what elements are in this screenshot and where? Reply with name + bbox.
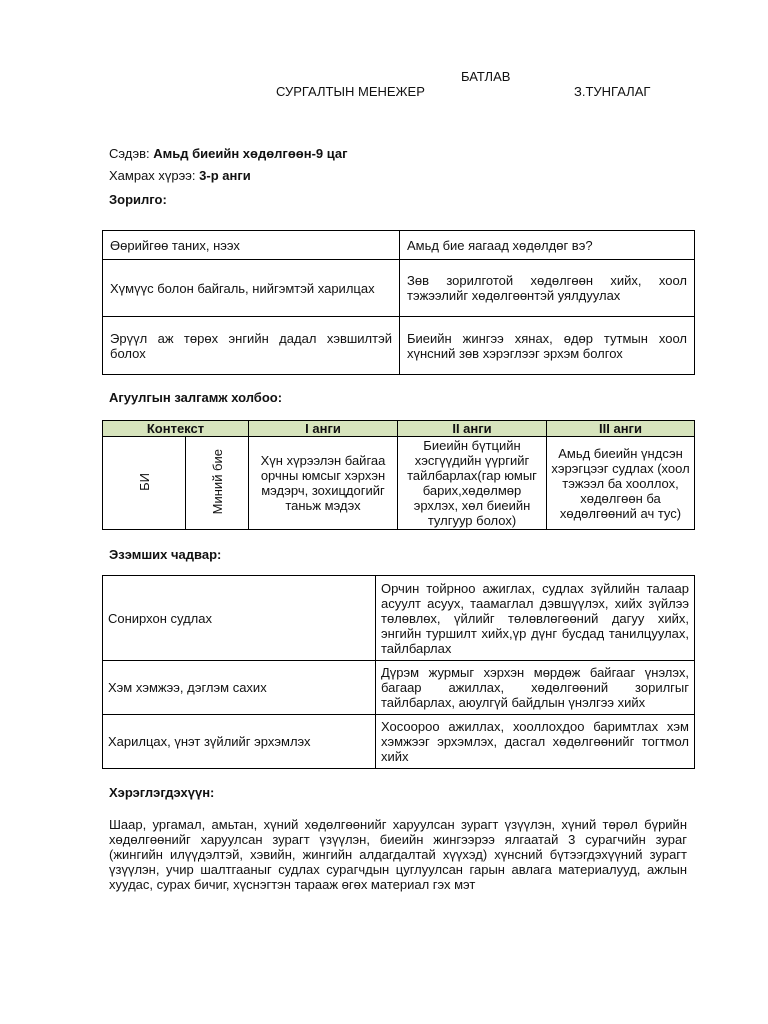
table-cell: Хэм хэмжээ, дэглэм сахих: [103, 661, 376, 715]
goals-table: [102, 230, 695, 375]
continuity-table: [102, 420, 695, 530]
continuity-heading: Агуулгын залгамж холбоо:: [109, 390, 283, 405]
context-sub: Миний бие: [209, 448, 225, 515]
table-header-row: [103, 421, 695, 437]
skills-heading: Эзэмших чадвар:: [109, 547, 222, 562]
table-row: [103, 715, 695, 769]
materials-heading: Хэрэглэгдэхүүн:: [109, 785, 215, 800]
table-cell: Амьд биеийн үндсэн хэрэгцээг судлах (хоол тэжээл ба хооллох, хөдөлгөөн ба хөдөлгөөний ач тус): [547, 437, 695, 530]
scope-line: [109, 168, 251, 183]
context-main-cell: [103, 437, 186, 530]
table-cell: Зөв зорилготой хөдөлгөөн хийх, хоол тэжээлийг хөдөлгөөнтэй уялдуулах: [400, 260, 695, 317]
materials-text: Шаар, ургамал, амьтан, хүний хөдөлгөөнийг харуулсан зурагт үзүүлэн, хүний төрөл бүрийн хөдөлгөөнийг харуулсан зурагт үзүүлэн, биеийн жингээрээ ялгаатай 3 сурагчийн зураг (жингийн илүүдэлтэй, хэвийн, жингийн алдагдалтай хүүхэд) хүнсний бүтээгдэхүүний зурагт үзүүлэн, учир шалтгааныг судлах сурагчдын цуглуулсан гарын авлага материалууд, ажлын хуудас, сурах бичиг, хүснэгтэн тарааж өгөх материал гэх мэт: [109, 817, 687, 892]
table-cell: Эрүүл аж төрөх энгийн дадал хэвшилтэй болох: [103, 317, 400, 375]
table-cell: Дүрэм журмыг хэрхэн мөрдөж байгааг үнэлэх, багаар ажиллах, хөдөлгөөний зорилгыг тайлбарлах, аюулгүй байдлын үнэлгээ хийх: [376, 661, 695, 715]
table-row: [103, 576, 695, 661]
table-cell: Биеийн бүтцийн хэсгүүдийн үүргийг тайлбарлах(гар юмыг барих,хөдөлмөр эрхлэх, хөл биеийн тулгуур болох): [398, 437, 547, 530]
table-cell: Харилцах, үнэт зүйлийг эрхэмлэх: [103, 715, 376, 769]
header-grade-2: II анги: [398, 421, 547, 437]
manager-name: З.ТУНГАЛАГ: [574, 84, 651, 99]
table-cell: Амьд бие яагаад хөдөлдөг вэ?: [400, 231, 695, 260]
header-grade-1: I анги: [249, 421, 398, 437]
table-cell: Биеийн жингээ хянах, өдөр тутмын хоол хүнсний зөв хэрэглээг эрхэм болгох: [400, 317, 695, 375]
topic-line: [109, 146, 348, 161]
manager-label: СУРГАЛТЫН МЕНЕЖЕР: [276, 84, 425, 99]
context-main: БИ: [136, 472, 152, 491]
header-grade-3: III анги: [547, 421, 695, 437]
table-row: [103, 437, 695, 530]
table-cell: Орчин тойрноо ажиглах, судлах зүйлийн талаар асуулт асуух, таамаглал дэвшүүлэх, хийх зүйлээ төлөвлөх, үйлийг төлөвлөгөөний дагуу хийх, энгийн туршилт хийх,үр дүнг бусдад танилцуулах, тайлбарлах: [376, 576, 695, 661]
skills-table: [102, 575, 695, 769]
table-cell: Хүмүүс болон байгаль, нийгэмтэй харилцах: [103, 260, 400, 317]
scope-value: 3-р анги: [199, 168, 251, 183]
table-cell: Хүн хүрээлэн байгаа орчны юмсыг хэрхэн мэдэрч, зохицдогийг таньж мэдэх: [249, 437, 398, 530]
table-row: [103, 661, 695, 715]
table-row: [103, 260, 695, 317]
scope-label: Хамрах хүрээ:: [109, 168, 196, 183]
approve-title: БАТЛАВ: [461, 69, 511, 84]
context-sub-cell: [186, 437, 249, 530]
table-cell: Хосоороо ажиллах, хооллохдоо баримтлах хэм хэмжээг эрхэмлэх, дасгал хөдөлгөөнийг тогтмол хийх: [376, 715, 695, 769]
table-row: [103, 317, 695, 375]
table-row: [103, 231, 695, 260]
table-cell: Сонирхон судлах: [103, 576, 376, 661]
goal-heading: Зорилго:: [109, 192, 167, 207]
table-cell: Өөрийгөө таних, нээх: [103, 231, 400, 260]
topic-value: Амьд биеийн хөдөлгөөн-9 цаг: [153, 146, 348, 161]
topic-label: Сэдэв:: [109, 146, 150, 161]
header-context: Контекст: [103, 421, 249, 437]
